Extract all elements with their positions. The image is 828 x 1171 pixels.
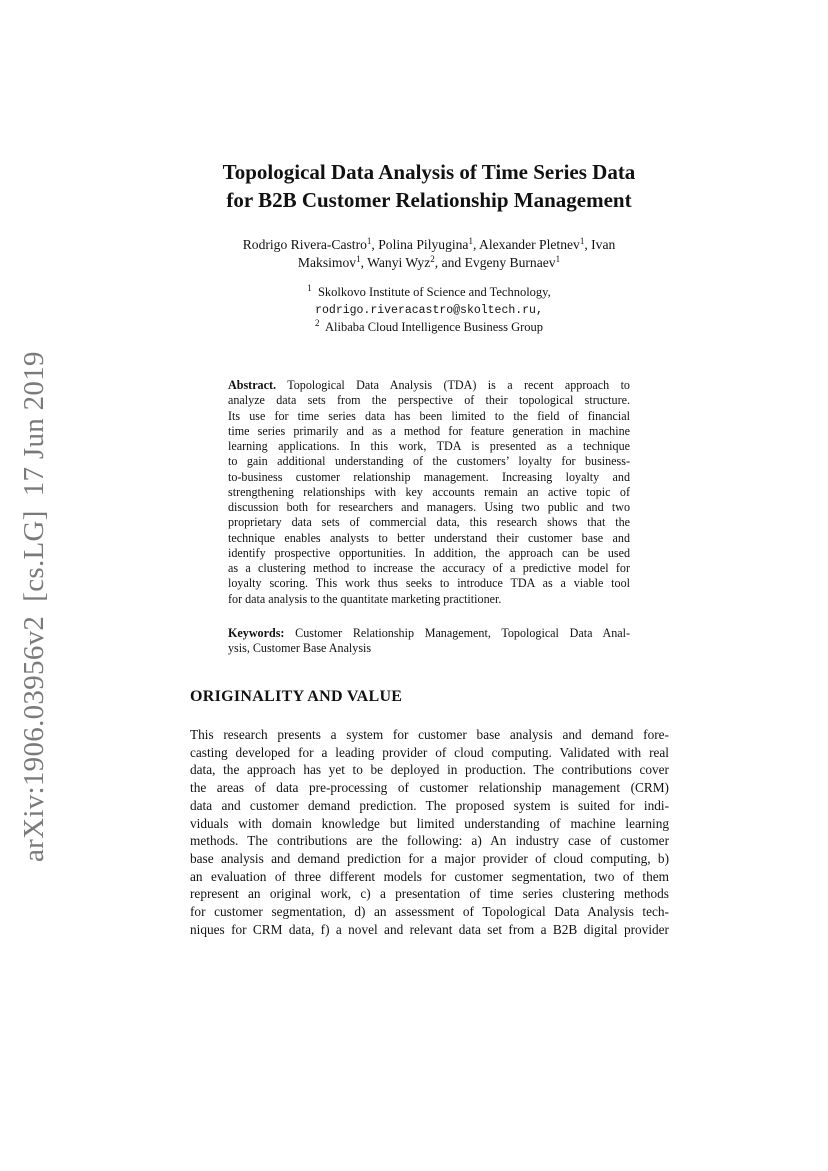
affiliation-2 — [190, 319, 668, 336]
body-line: data and customer demand prediction. The proposed system is suited for indi- — [190, 797, 669, 813]
author-affil-mark: 1 — [356, 254, 361, 264]
abstract-line: learning applications. In this work, TDA is presented as a technique — [228, 439, 630, 453]
arxiv-category: [cs.LG] — [18, 510, 50, 602]
abstract-label: Abstract. — [228, 378, 277, 392]
keywords-label: Keywords: — [228, 626, 285, 640]
paper-title — [110, 158, 748, 214]
body-line: represent an original work, c) a presentation of time series clustering methods — [190, 886, 669, 902]
body-line: casting developed for a leading provider of cloud computing. Validated with real — [190, 744, 669, 760]
abstract-line: technique enables analysts to better understand their customer base and — [228, 530, 630, 545]
body-line: methods. The contributions are the following: a) An industry case of customer — [190, 833, 669, 849]
section-body — [190, 726, 669, 938]
title-line-2: for B2B Customer Relationship Management — [226, 188, 632, 212]
body-line: for customer segmentation, d) an assessment of Topological Data Analysis tech- — [190, 904, 669, 920]
abstract-line: loyalty scoring. This work thus seeks to introduce TDA as a viable tool — [228, 576, 630, 591]
author-name: Wanyi Wyz — [367, 255, 431, 270]
affiliation-mark: 2 — [314, 318, 320, 328]
keywords-line: ysis, Customer Base Analysis — [228, 641, 372, 656]
body-line: viduals with domain knowledge but limited understanding of machine learning — [190, 815, 669, 831]
author-affil-mark: 1 — [555, 254, 561, 264]
affiliation-name: Alibaba Cloud Intelligence Business Group — [325, 320, 544, 334]
authors-line-2: Maksimov$^1$, Wanyi Wyz$^2$, and Evgeny Burnaev$^1$ — [297, 254, 561, 270]
body-line: base analysis and demand prediction for a major provider of cloud computing, b) — [190, 850, 669, 866]
abstract — [228, 378, 630, 607]
author-name: Alexander Pletnev — [479, 237, 580, 252]
author-name: and Evgeny Burnaev — [441, 255, 556, 270]
arxiv-date: 17 Jun 2019 — [18, 351, 50, 497]
author-name: Rodrigo Rivera-Castro — [242, 237, 367, 252]
keywords-line: Keywords: Customer Relationship Management, Topological Data Anal- — [228, 626, 630, 640]
abstract-line: as a clustering method to increase the accuracy of a predictive model for — [228, 561, 630, 575]
affiliation-name: Skolkovo Institute of Science and Technology, — [317, 285, 551, 299]
affiliations — [190, 284, 668, 336]
title-line-1: Topological Data Analysis of Time Series Data — [222, 160, 636, 184]
author-affil-mark: 2 — [430, 254, 435, 264]
body-line: niques for CRM data, f) a novel and relevant data set from a B2B digital provider — [190, 921, 669, 937]
authors-line-1: Rodrigo Rivera-Castro$^1$, Polina Pilyugina$^1$, Alexander Pletnev$^1$, Ivan — [242, 236, 616, 252]
author-name: Polina Pilyugina — [378, 237, 469, 252]
abstract-line: analyze data sets from the perspective of their topological structure. — [228, 393, 630, 408]
keywords — [228, 626, 630, 657]
abstract-line: Abstract. Topological Data Analysis (TDA) is a recent approach to — [228, 378, 630, 392]
author-name: Ivan — [591, 237, 616, 252]
body-line: data, the approach has yet to be deployed in production. The contributions cover — [190, 762, 669, 778]
abstract-line: Its use for time series data has been limited to the field of financial — [228, 408, 630, 423]
body-line: This research presents a system for customer base analysis and demand fore- — [190, 727, 669, 742]
author-list — [190, 236, 668, 272]
contact-email — [190, 301, 668, 320]
author-name: Maksimov — [297, 255, 357, 270]
arxiv-id: arXiv:1906.03956v2 — [18, 615, 50, 862]
abstract-line: identify prospective opportunities. In addition, the approach can be used — [228, 545, 630, 560]
author-affil-mark: 1 — [366, 236, 372, 246]
section-heading: ORIGINALITY AND VALUE — [190, 688, 403, 705]
arxiv-identifier-stamp — [18, 351, 58, 862]
email-address: rodrigo.riveracastro@skoltech.ru, — [315, 303, 543, 317]
abstract-line: to gain additional understanding of the customers’ loyalty for business- — [228, 454, 630, 469]
body-line: an evaluation of three different models for customer segmentation, two of them — [190, 868, 669, 884]
author-affil-mark: 1 — [468, 236, 473, 246]
author-affil-mark: 1 — [579, 236, 585, 246]
abstract-line: proprietary data sets of commercial data, this research shows that the — [228, 515, 630, 530]
affiliation-mark: 1 — [307, 283, 312, 293]
abstract-line: to-business customer relationship management. Increasing loyalty and — [228, 469, 630, 484]
abstract-line: time series primarily and as a method for feature generation in machine — [228, 423, 630, 438]
abstract-line: for data analysis to the quantitate marketing practitioner. — [228, 591, 502, 606]
abstract-line: discussion both for researchers and managers. Using two public and two — [228, 500, 630, 514]
body-line: the areas of data pre-processing of customer relationship management (CRM) — [190, 780, 669, 796]
abstract-line: strengthening relationships with key accounts remain an active topic of — [228, 484, 630, 499]
affiliation-1 — [190, 284, 668, 301]
